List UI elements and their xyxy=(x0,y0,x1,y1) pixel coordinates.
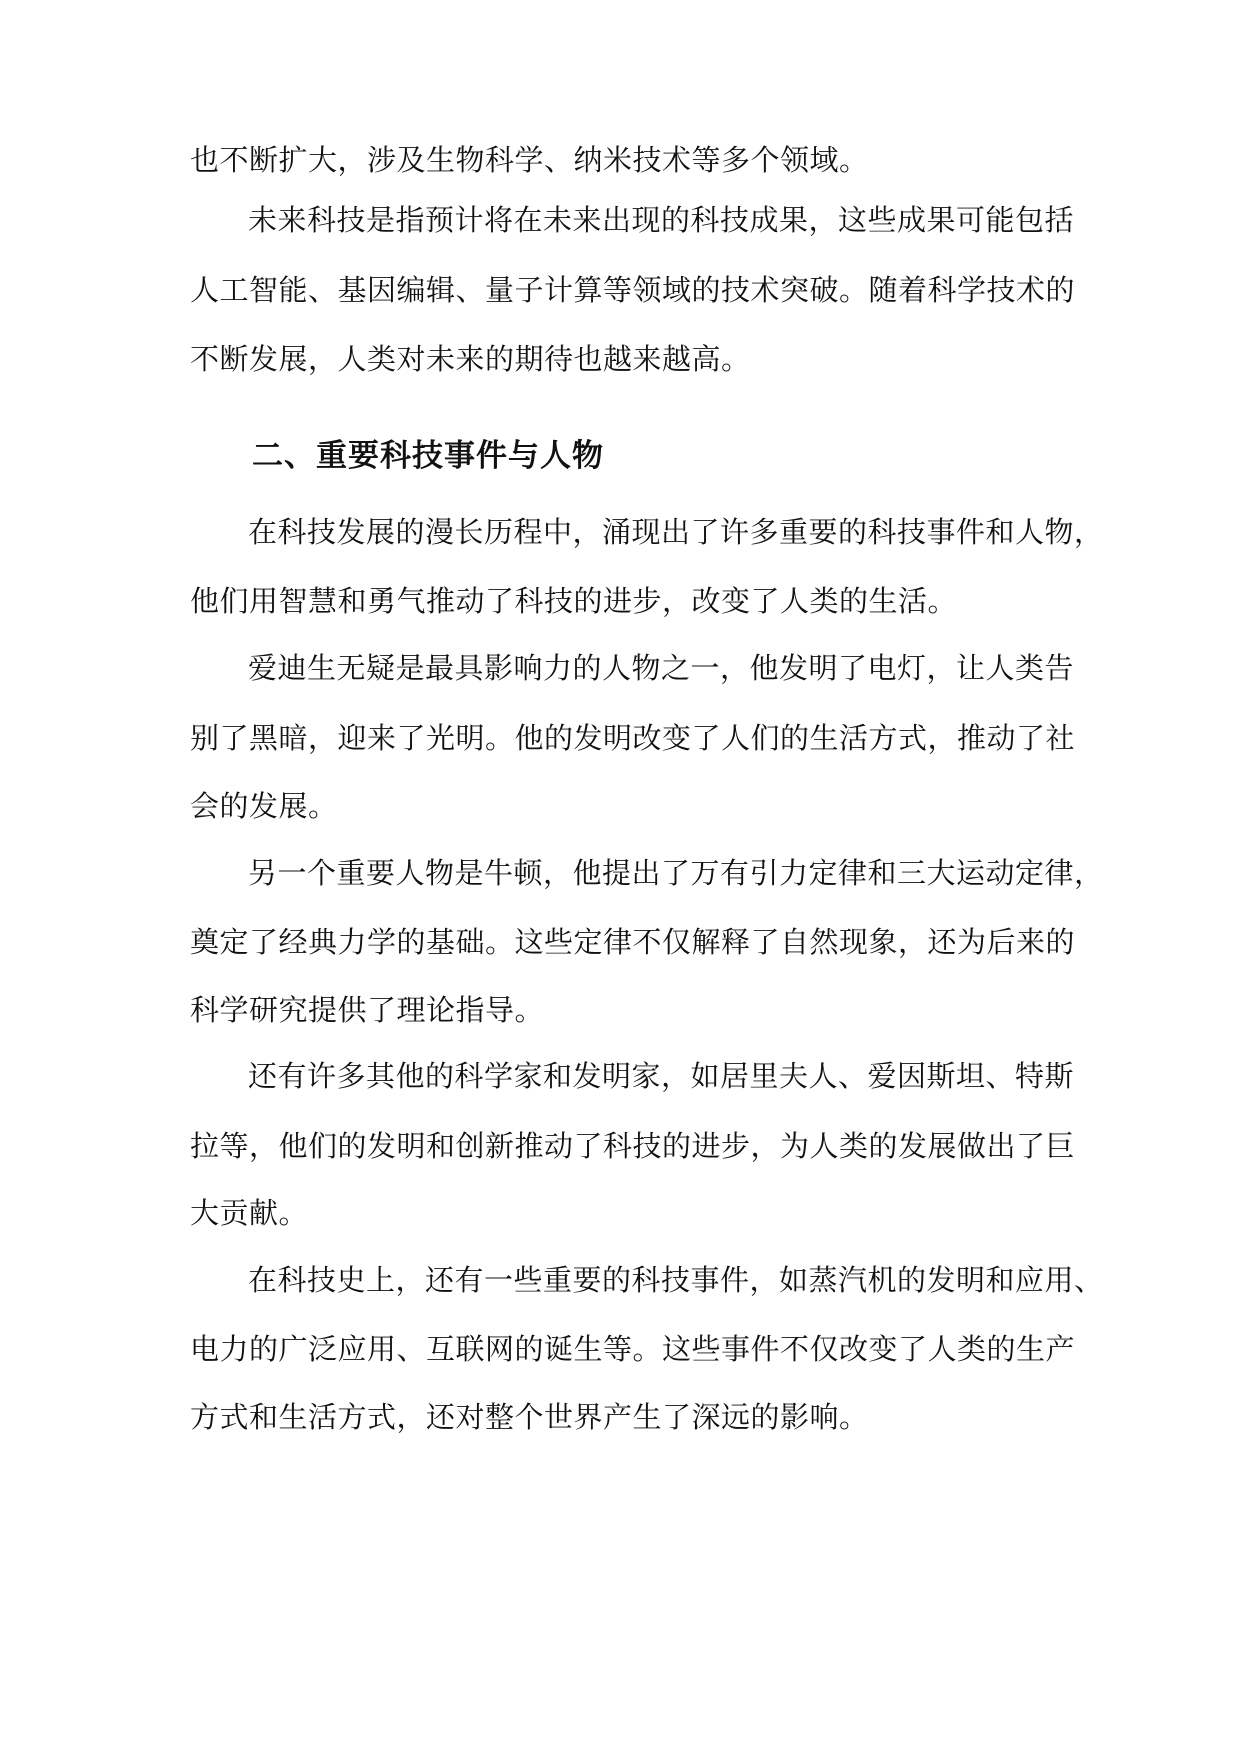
paragraph-line: 爱迪生无疑是最具影响力的人物之一，他发明了电灯，让人类告 xyxy=(248,651,1075,685)
paragraph-line: 电力的广泛应用、互联网的诞生等。这些事件不仅改变了人类的生产 xyxy=(190,1332,1076,1366)
paragraph-line: 方式和生活方式，还对整个世界产生了深远的影响。 xyxy=(190,1400,869,1434)
paragraph-line: 大贡献。 xyxy=(190,1196,309,1230)
paragraph-line: 拉等，他们的发明和创新推动了科技的进步，为人类的发展做出了巨 xyxy=(190,1129,1076,1163)
paragraph-line: 人工智能、基因编辑、量子计算等领域的技术突破。随着科学技术的 xyxy=(190,273,1076,307)
paragraph-line: 奠定了经典力学的基础。这些定律不仅解释了自然现象，还为后来的 xyxy=(190,925,1076,959)
paragraph-line: 不断发展，人类对未来的期待也越来越高。 xyxy=(190,342,751,376)
paragraph-line: 另一个重要人物是牛顿，他提出了万有引力定律和三大运动定律， xyxy=(248,856,1104,890)
paragraph-line: 也不断扩大，涉及生物科学、纳米技术等多个领域。 xyxy=(190,143,869,177)
section-heading: 二、重要科技事件与人物 xyxy=(252,438,604,474)
paragraph-line: 科学研究提供了理论指导。 xyxy=(190,993,545,1027)
paragraph-line: 未来科技是指预计将在未来出现的科技成果，这些成果可能包括 xyxy=(248,203,1075,237)
paragraph-line: 别了黑暗，迎来了光明。他的发明改变了人们的生活方式，推动了社 xyxy=(190,721,1076,755)
paragraph-line: 会的发展。 xyxy=(190,789,338,823)
paragraph-line: 在科技发展的漫长历程中，涌现出了许多重要的科技事件和人物， xyxy=(248,515,1104,549)
paragraph-line: 他们用智慧和勇气推动了科技的进步，改变了人类的生活。 xyxy=(190,584,958,618)
paragraph-line: 在科技史上，还有一些重要的科技事件，如蒸汽机的发明和应用、 xyxy=(248,1263,1104,1297)
paragraph-line: 还有许多其他的科学家和发明家，如居里夫人、爱因斯坦、特斯 xyxy=(248,1059,1075,1093)
